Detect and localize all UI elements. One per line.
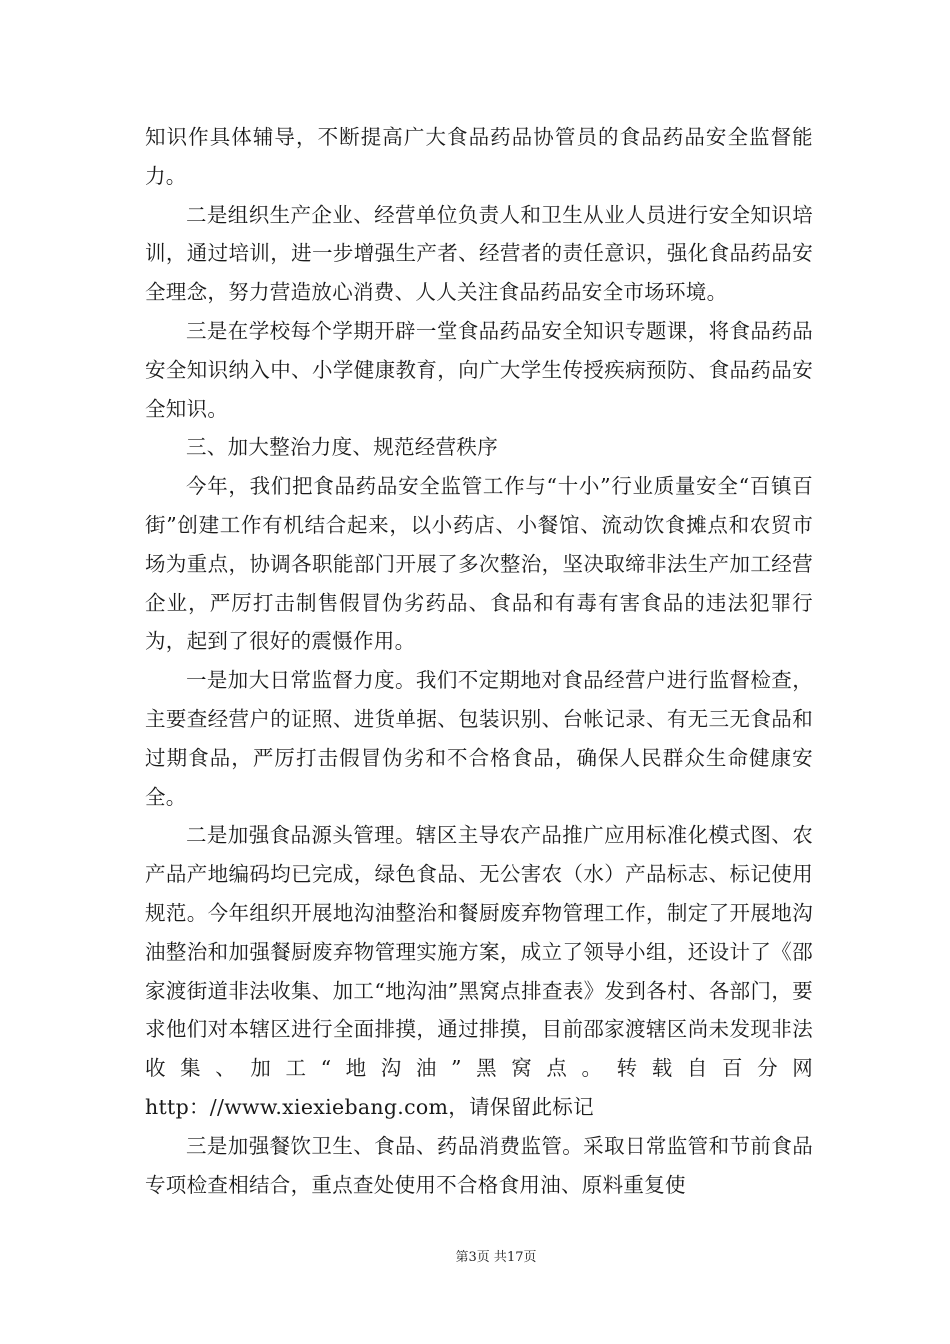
footer-middle: 页 共: [476, 1250, 507, 1265]
footer-prefix: 第: [455, 1250, 469, 1265]
section-heading: 三、加大整治力度、规范经营秩序: [186, 435, 498, 460]
paragraph-school-course: 三是在学校每个学期开辟一堂食品药品安全知识专题课，将食品药品安全知识纳入中、小学健康教育，向广大学生传授疾病预防、食品药品安全知识。: [145, 318, 813, 421]
document-body: [145, 118, 813, 1204]
paragraph-training: 二是组织生产企业、经营单位负责人和卫生从业人员进行安全知识培训，通过培训，进一步增强生产者、经营者的责任意识，强化食品药品安全理念，努力营造放心消费、人人关注食品药品安全市场环境。: [145, 202, 813, 305]
footer-suffix: 页: [523, 1250, 537, 1265]
current-page-number: 3: [468, 1250, 477, 1265]
paragraph-this-year: 今年，我们把食品药品安全监管工作与“十小”行业质量安全“百镇百街”创建工作有机结合起来，以小药店、小餐馆、流动饮食摊点和农贸市场为重点，协调各职能部门开展了多次整治，坚决取缔非法生产加工经营企业，严厉打击制售假冒伪劣药品、食品和有毒有害食品的违法犯罪行为，起到了很好的震慑作用。: [145, 474, 813, 654]
paragraph-catering-supervision: 三是加强餐饮卫生、食品、药品消费监管。采取日常监管和节前食品专项检查相结合，重点查处使用不合格食用油、原料重复使: [145, 1133, 813, 1197]
total-page-number: 17: [506, 1250, 524, 1265]
page-footer: [0, 1246, 950, 1265]
paragraph-daily-supervision: 一是加大日常监督力度。我们不定期地对食品经营户进行监督检查，主要查经营户的证照、进货单据、包装识别、台帐记录、有无三无食品和过期食品，严厉打击假冒伪劣和不合格食品，确保人民群众生命健康安全。: [145, 668, 813, 809]
paragraph-continuation: 知识作具体辅导，不断提高广大食品药品协管员的食品药品安全监督能力。: [145, 125, 813, 188]
paragraph-source-management: 二是加强食品源头管理。辖区主导农产品推广应用标准化模式图、农产品产地编码均已完成，绿色食品、无公害农（水）产品标志、标记使用规范。今年组织开展地沟油整治和餐厨废弃物管理工作，制定了开展地沟油整治和加强餐厨废弃物管理实施方案，成立了领导小组，还设计了《邵家渡街道非法收集、加工“地沟油”黑窝点排查表》发到各村、各部门，要求他们对本辖区进行全面排摸，通过排摸，目前邵家渡辖区尚未发现非法收集、加工“地沟油”黑窝点。转载自百分网http：//www.xiexiebang.com，请保留此标记: [145, 823, 813, 1119]
